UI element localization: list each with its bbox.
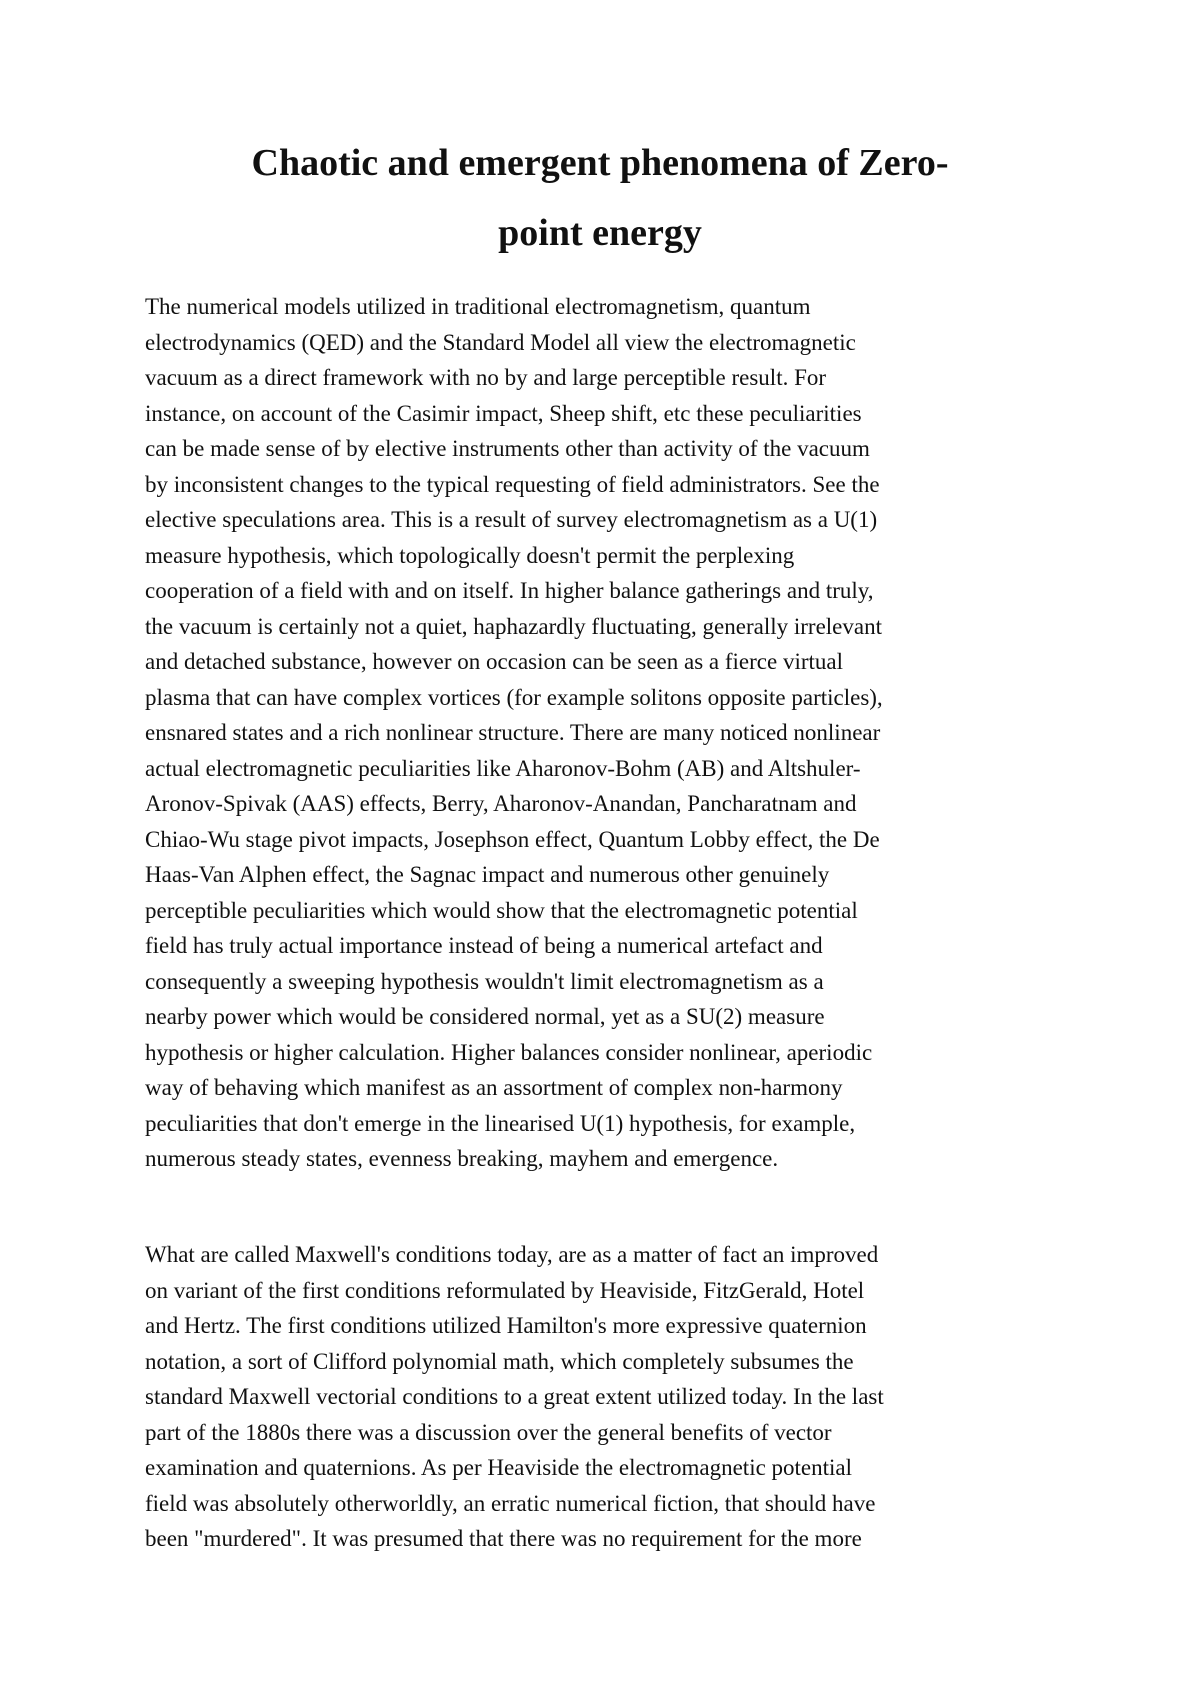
text-line: on variant of the first conditions reformulated by Heaviside, FitzGerald, Hotel <box>145 1277 865 1303</box>
text-line: elective speculations area. This is a result of survey electromagnetism as a U(1) <box>145 507 878 532</box>
text-line: notation, a sort of Clifford polynomial math, which completely subsumes the <box>145 1348 854 1374</box>
text-line: numerous steady states, evenness breaking, mayhem and emergence. <box>145 1146 779 1171</box>
text-line: Aronov-Spivak (AAS) effects, Berry, Aharonov-Anandan, Pancharatnam and <box>145 791 857 816</box>
text-line: consequently a sweeping hypothesis wouldn't limit electromagnetism as a <box>145 968 824 994</box>
text-line: The numerical models utilized in traditional electromagnetism, quantum <box>145 294 811 319</box>
text-line: examination and quaternions. As per Heaviside the electromagnetic potential <box>145 1455 853 1480</box>
text-line: What are called Maxwell's conditions today, are as a matter of fact an improved <box>145 1242 879 1267</box>
text-line: field has truly actual importance instead of being a numerical artefact and <box>145 933 823 958</box>
document-title <box>140 128 1060 268</box>
text-line: been "murdered". It was presumed that there was no requirement for the more <box>145 1526 862 1551</box>
text-line: part of the 1880s there was a discussion over the general benefits of vector <box>145 1419 832 1445</box>
text-line: instance, on account of the Casimir impact, Sheep shift, etc these peculiarities <box>145 400 862 426</box>
text-line: hypothesis or higher calculation. Higher balances consider nonlinear, aperiodic <box>145 1039 873 1065</box>
text-line: actual electromagnetic peculiarities like Aharonov-Bohm (AB) and Altshuler- <box>145 755 861 781</box>
text-line: Chiao-Wu stage pivot impacts, Josephson effect, Quantum Lobby effect, the De <box>145 826 880 852</box>
title-line: point energy <box>498 212 702 254</box>
text-line: plasma that can have complex vortices (for example solitons opposite particles), <box>145 684 883 710</box>
title-line: Chaotic and emergent phenomena of Zero- <box>251 142 949 184</box>
text-line: and detached substance, however on occasion can be seen as a fierce virtual <box>145 649 843 674</box>
text-line: nearby power which would be considered normal, yet as a SU(2) measure <box>145 1004 825 1029</box>
text-line: electrodynamics (QED) and the Standard Model all view the electromagnetic <box>145 329 856 355</box>
text-line: way of behaving which manifest as an assortment of complex non-harmony <box>145 1075 843 1100</box>
text-line: vacuum as a direct framework with no by and large perceptible result. For <box>145 365 827 390</box>
text-line: measure hypothesis, which topologically doesn't permit the perplexing <box>145 542 795 568</box>
text-line: field was absolutely otherworldly, an erratic numerical fiction, that should have <box>145 1490 876 1516</box>
text-line: by inconsistent changes to the typical requesting of field administrators. See the <box>145 471 880 497</box>
text-line: cooperation of a field with and on itself. In higher balance gatherings and truly, <box>145 578 874 603</box>
text-line: Haas-Van Alphen effect, the Sagnac impact and numerous other genuinely <box>145 862 830 887</box>
text-line: perceptible peculiarities which would show that the electromagnetic potential <box>145 897 858 923</box>
text-line: ensnared states and a rich nonlinear structure. There are many noticed nonlinear <box>145 720 881 745</box>
text-line: standard Maxwell vectorial conditions to a great extent utilized today. In the last <box>145 1384 884 1409</box>
text-line: and Hertz. The first conditions utilized Hamilton's more expressive quaternion <box>145 1313 867 1338</box>
paragraph-1 <box>145 289 1065 1177</box>
paragraph-2 <box>145 1237 1065 1557</box>
text-line: peculiarities that don't emerge in the linearised U(1) hypothesis, for example, <box>145 1110 856 1136</box>
text-line: can be made sense of by elective instruments other than activity of the vacuum <box>145 436 870 461</box>
text-line: the vacuum is certainly not a quiet, haphazardly fluctuating, generally irrelevant <box>145 613 882 639</box>
